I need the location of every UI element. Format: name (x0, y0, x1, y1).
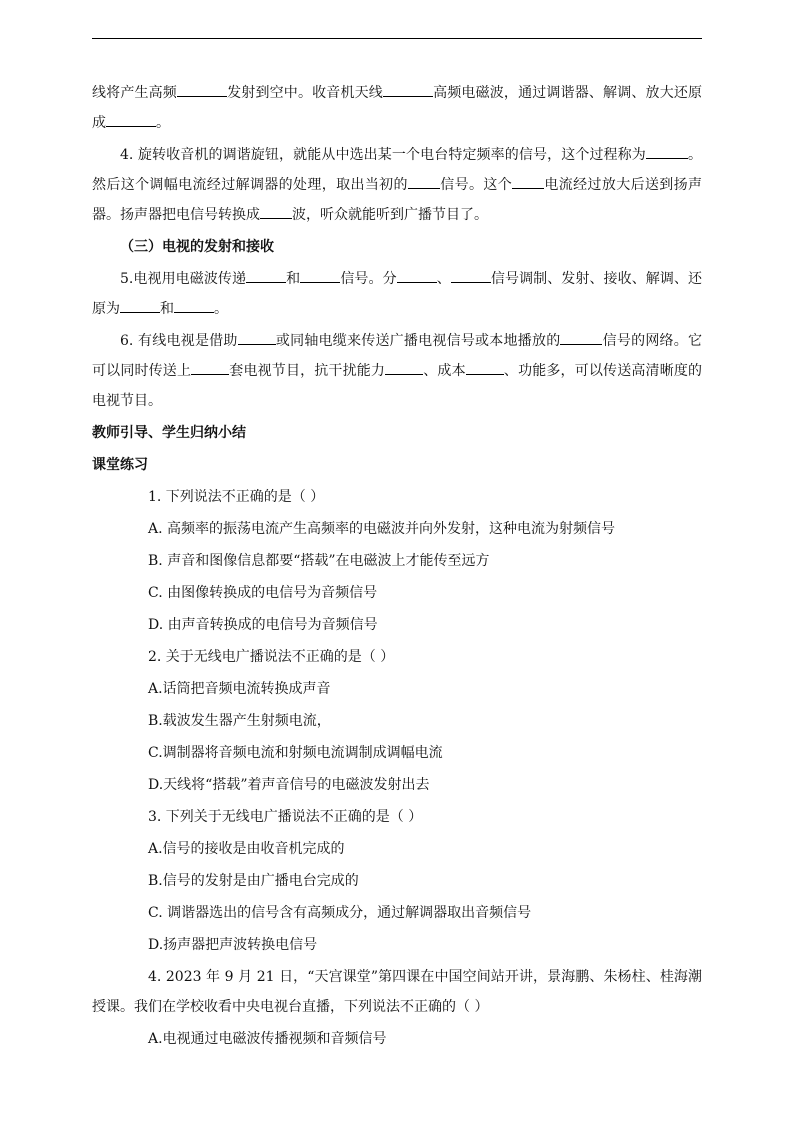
question-1-option-a: A. 高频率的振荡电流产生高频率的电磁波并向外发射，这种电流为射频信号 (148, 521, 616, 537)
fill-blank[interactable] (560, 330, 602, 345)
paragraph-radio-transmission: 线将产生高频 发射到空中。收音机天线 高频电磁波，通过调谐器、解调、放大还原成 。 (92, 78, 702, 138)
fill-blank[interactable] (512, 174, 544, 189)
fill-blank[interactable] (646, 144, 688, 159)
question-1-option-d: D. 由声音转换成的电信号为音频信号 (148, 617, 378, 633)
fill-blank[interactable] (106, 112, 156, 127)
question-2-option-a: A.话筒把音频电流转换成声音 (148, 681, 331, 697)
question-4-option-a: A.电视通过电磁波传播视频和音频信号 (148, 1031, 387, 1047)
fill-blank[interactable] (300, 268, 340, 283)
document-body (92, 78, 702, 1056)
fill-blank[interactable] (238, 330, 276, 345)
question-1-option-b: B. 声音和图像信息都要“搭载”在电磁波上才能传至远方 (148, 553, 490, 569)
question-2-option-b: B.载波发生器产生射频电流， (148, 713, 331, 729)
fill-blank[interactable] (466, 360, 504, 375)
question-3-option-c: C. 调谐器选出的信号含有高频成分，通过解调器取出音频信号 (148, 905, 532, 921)
question-1: 1. 下列说法不正确的是（ ） (148, 489, 325, 505)
fill-blank[interactable] (260, 204, 292, 219)
section-heading-tv: （三）电视的发射和接收 (120, 239, 274, 255)
fill-blank[interactable] (191, 360, 229, 375)
fill-blank[interactable] (120, 298, 160, 313)
question-1-option-c: C. 由图像转换成的电信号为音频信号 (148, 585, 378, 601)
fill-blank[interactable] (246, 268, 286, 283)
fill-blank[interactable] (451, 268, 491, 283)
question-3-option-a: A.信号的接收是由收音机完成的 (148, 841, 345, 857)
header-rule (92, 38, 702, 39)
fill-blank[interactable] (397, 268, 437, 283)
fill-blank[interactable] (174, 298, 214, 313)
paragraph-q4-tuning: 4. 旋转收音机的调谐旋钮，就能从中选出某一个电台特定频率的信号，这个过程称为 。然后这个调幅电流经过解调器的处理，取出当初的 信号。这个 电流经过放大后送到扬声器。扬声器把电信号转换成 波，听众就能听到广播节目了。 (92, 140, 702, 230)
question-3-option-b: B.信号的发射是由广播电台完成的 (148, 873, 359, 889)
question-2: 2. 关于无线电广播说法不正确的是（ ） (148, 649, 395, 665)
question-3: 3. 下列关于无线电广播说法不正确的是（ ） (148, 809, 423, 825)
summary-heading: 教师引导、学生归纳小结 (92, 425, 246, 441)
fill-blank[interactable] (408, 174, 440, 189)
question-3-option-d: D.扬声器把声波转换电信号 (148, 937, 318, 953)
fill-blank[interactable] (385, 360, 423, 375)
question-2-option-c: C.调制器将音频电流和射频电流调制成调幅电流 (148, 745, 443, 761)
fill-blank[interactable] (383, 82, 433, 97)
fill-blank[interactable] (177, 82, 227, 97)
question-2-option-d: D.天线将“搭载”着声音信号的电磁波发射出去 (148, 777, 430, 793)
paragraph-q6-cable-tv: 6. 有线电视是借助 或同轴电缆来传送广播电视信号或本地播放的 信号的网络。它可以同时传送上 套电视节目，抗干扰能力 、成本 、功能多，可以传送高清晰度的电视节目。 (92, 326, 702, 416)
practice-heading: 课堂练习 (92, 457, 148, 473)
question-4: 4. 2023 年 9 月 21 日，“天宫课堂”第四课在中国空间站开讲，景海鹏、朱杨柱、桂海潮授课。我们在学校收看中央电视台直播，下列说法不正确的（ ） (92, 969, 702, 1015)
paragraph-q5-tv: 5.电视用电磁波传递 和 信号。分 、 信号调制、发射、接收、解调、还原为 和 。 (92, 264, 702, 324)
